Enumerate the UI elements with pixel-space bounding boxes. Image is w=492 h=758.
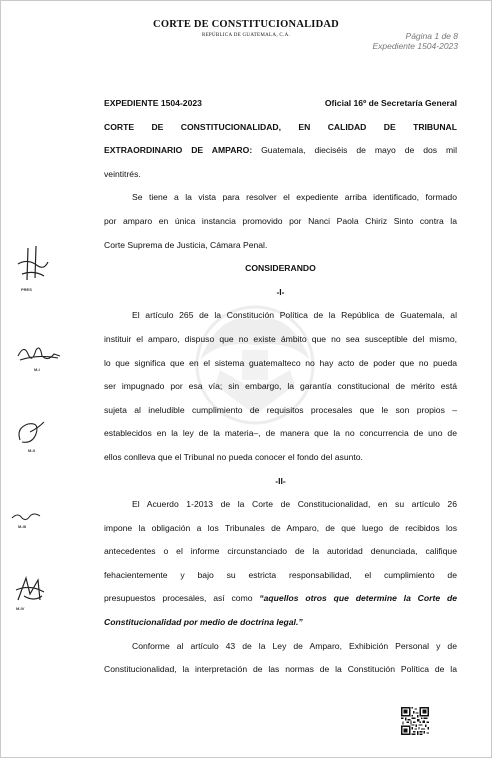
signature-label-m1: M-I (34, 367, 40, 372)
paragraph-3-line-1: El Acuerdo 1-2013 de la Corte de Constitucionalidad, en su artículo 26 (132, 499, 457, 510)
paragraph-2-line-6: establecidos en la ley de la materia–, de manera que la no concurrencia de uno de (104, 428, 457, 439)
paragraph-4-line-2: Constitucionalidad, la interpretación de las normas de la Constitución Política de la (104, 664, 457, 675)
paragraph-1-line-2: por amparo en única instancia promovido por Nanci Paola Chiriz Sinto contra la (104, 215, 457, 226)
document-body (104, 92, 457, 682)
signature-m3 (10, 508, 44, 524)
signature-label-pres: PRES (21, 287, 32, 292)
signature-label-m3: M-III (18, 524, 26, 529)
paragraph-3-line-2: impone la obligación a los Tribunales de Amparo, de que luego de recibidos los (104, 522, 457, 533)
expediente-ref: Expediente 1504-2023 (372, 41, 458, 51)
paragraph-2-line-5: sujeta al ineludible cumplimiento de requisitos procesales que le son propios – (104, 404, 457, 415)
signature-m2 (12, 418, 50, 448)
signature-m1 (14, 342, 62, 368)
intro-line-1: CORTE DE CONSTITUCIONALIDAD, EN CALIDAD DE TRIBUNAL (104, 121, 457, 132)
paragraph-3-line-3: antecedentes o el informe circunstanciado de la autoridad denunciada, califique (104, 546, 457, 557)
considerando-heading: CONSIDERANDO (245, 263, 316, 274)
paragraph-3-line-5 (104, 587, 457, 611)
paragraph-1-line-3: Corte Suprema de Justicia, Cámara Penal. (104, 239, 268, 250)
roman-heading-1: -I- (276, 286, 285, 297)
doctrine-quote-start: “aquellos otros que determine la Corte de (259, 593, 457, 604)
signature-pres (14, 244, 54, 286)
page-number: Página 1 de 8 (405, 31, 458, 41)
secretaria-office: Oficial 16º de Secretaría General (324, 98, 457, 108)
intro-line-3: veintitrés. (104, 168, 141, 179)
intro-date: Guatemala, dieciséis de mayo de dos mil (252, 145, 457, 156)
intro-line-2 (104, 139, 457, 163)
signature-label-m4: M-IV (16, 606, 25, 611)
paragraph-2-line-7: ellos conlleva que el Tribunal no pueda conocer el fondo del asunto. (104, 451, 363, 462)
paragraph-1-line-1: Se tiene a la vista para resolver el expediente arriba identificado, formado (132, 192, 457, 203)
doctrine-quote-end: Constitucionalidad por medio de doctrina legal.” (104, 617, 303, 628)
roman-heading-2: -II- (275, 475, 286, 486)
paragraph-2-line-4: ser impugnado por esa vía; sin embargo, la garantía constitucional de mérito está (104, 381, 457, 392)
presupuestos-text: presupuestos procesales, así como (104, 593, 260, 604)
paragraph-2-line-2: instituir el amparo, dispuso que no existe ámbito que no sea susceptible del mismo, (104, 333, 457, 344)
court-header-subtitle: REPÚBLICA DE GUATEMALA, C.A. (201, 33, 291, 38)
page-info (372, 31, 458, 51)
expediente-number: EXPEDIENTE 1504-2023 (104, 98, 202, 108)
paragraph-3-line-4: fehacientemente y bajo su estricta responsabilidad, el cumplimiento de (104, 569, 457, 580)
signature-m4 (12, 574, 48, 606)
expediente-row (104, 92, 457, 116)
court-header-title: CORTE DE CONSTITUCIONALIDAD (153, 19, 339, 30)
intro-bold: EXTRAORDINARIO DE AMPARO: (104, 145, 253, 156)
qr-code (401, 707, 429, 735)
paragraph-4-line-1: Conforme al artículo 43 de la Ley de Amparo, Exhibición Personal y de (132, 640, 457, 651)
paragraph-2-line-3: lo que significa que en el sistema guatemalteco no hay acto de poder que no pueda (104, 357, 457, 368)
signature-label-m2: M-II (28, 448, 35, 453)
paragraph-2-line-1: El artículo 265 de la Constitución Política de la República de Guatemala, al (132, 310, 457, 321)
